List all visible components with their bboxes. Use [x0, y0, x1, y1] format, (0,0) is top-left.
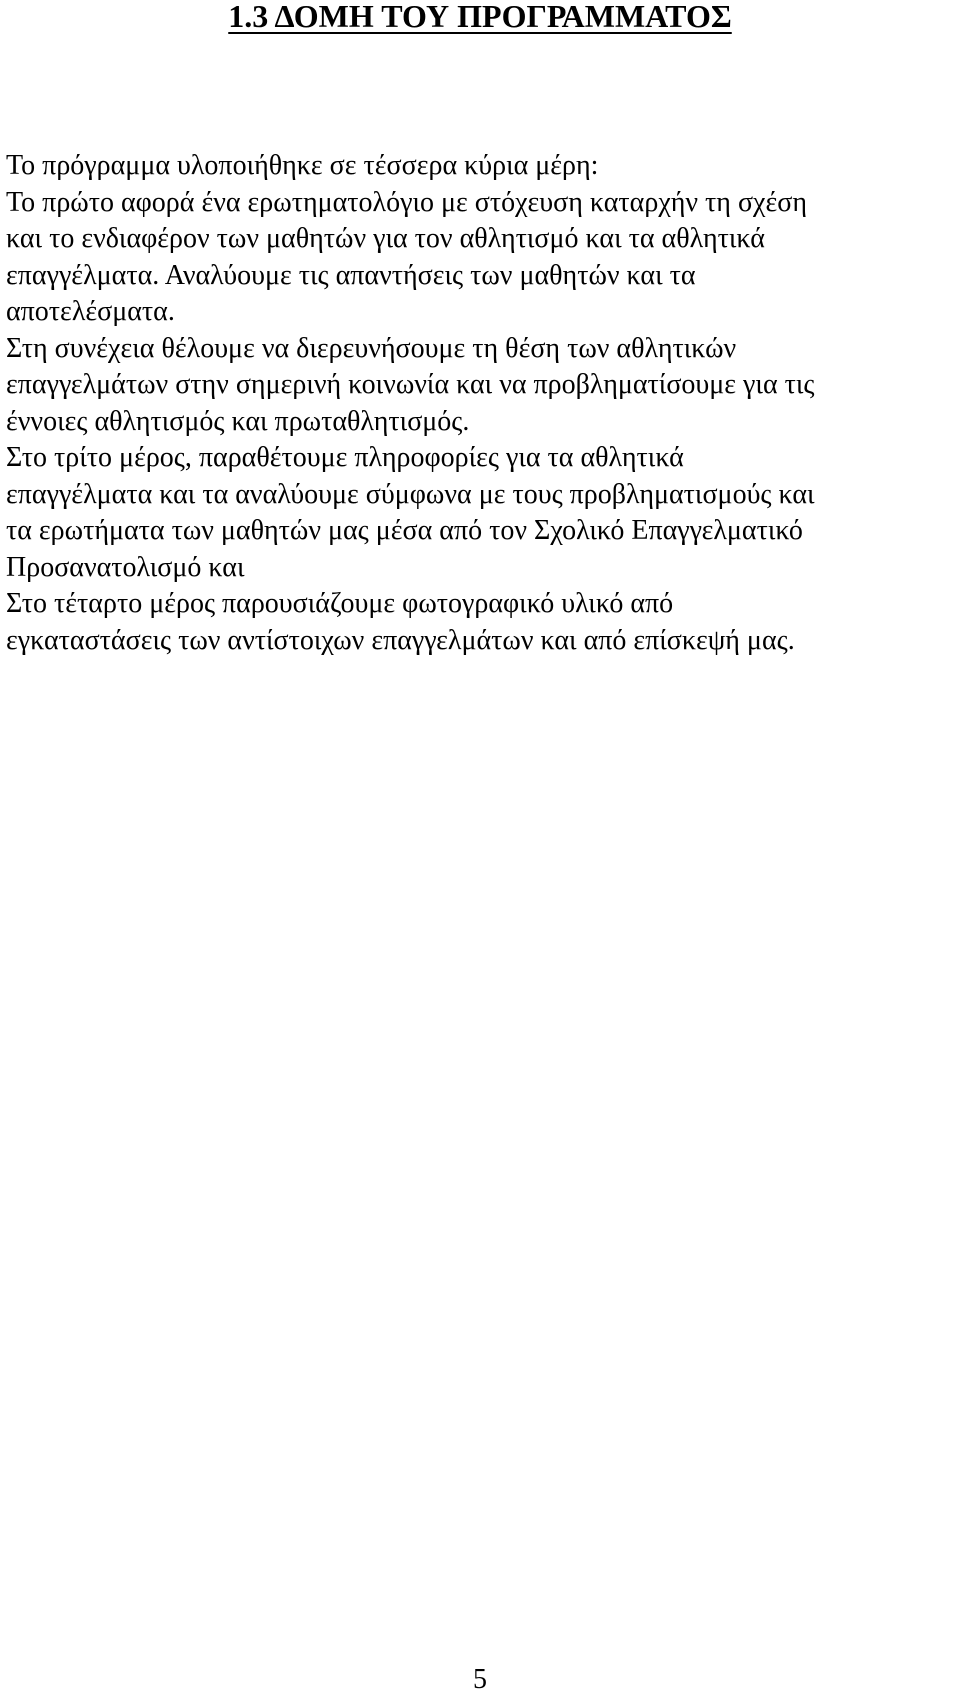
text-line: Το πρώτο αφορά ένα ερωτηματολόγιο με στόχευση καταρχήν τη σχέση: [6, 186, 807, 218]
text-line: επαγγελμάτων στην σημερινή κοινωνία και να προβληματίσουμε για τις: [6, 369, 815, 400]
text-line: επαγγέλματα και τα αναλύουμε σύμφωνα με τους προβληματισμούς και: [6, 478, 815, 510]
text-line: τα ερωτήματα των μαθητών μας μέσα από τον Σχολικό Επαγγελματικό: [6, 515, 803, 546]
section-heading: 1.3 ΔΟΜΗ ΤΟΥ ΠΡΟΓΡΑΜΜΑΤΟΣ: [228, 0, 732, 34]
text-line: και το ενδιαφέρον των μαθητών για τον αθλητισμό και τα αθλητικά: [6, 223, 765, 254]
text-line: εγκαταστάσεις των αντίστοιχων επαγγελμάτων και από επίσκεψή μας.: [6, 624, 795, 656]
text-line: Στη συνέχεια θέλουμε να διερευνήσουμε τη θέση των αθλητικών: [6, 332, 737, 364]
text-line: έννοιες αθλητισμός και πρωταθλητισμός.: [6, 405, 470, 437]
text-line: επαγγέλματα. Αναλύουμε τις απαντήσεις των μαθητών και τα: [6, 259, 696, 291]
text-line: Το πρόγραμμα υλοποιήθηκε σε τέσσερα κύρια μέρη:: [6, 150, 599, 181]
text-line: Στο τέταρτο μέρος παρουσιάζουμε φωτογραφικό υλικό από: [6, 588, 674, 619]
text-line: Προσανατολισμό και: [6, 551, 245, 583]
page-number: 5: [473, 1664, 487, 1695]
body-text: [6, 148, 958, 659]
text-line: αποτελέσματα.: [6, 296, 175, 327]
text-line: Στο τρίτο μέρος, παραθέτουμε πληροφορίες για τα αθλητικά: [6, 442, 684, 473]
